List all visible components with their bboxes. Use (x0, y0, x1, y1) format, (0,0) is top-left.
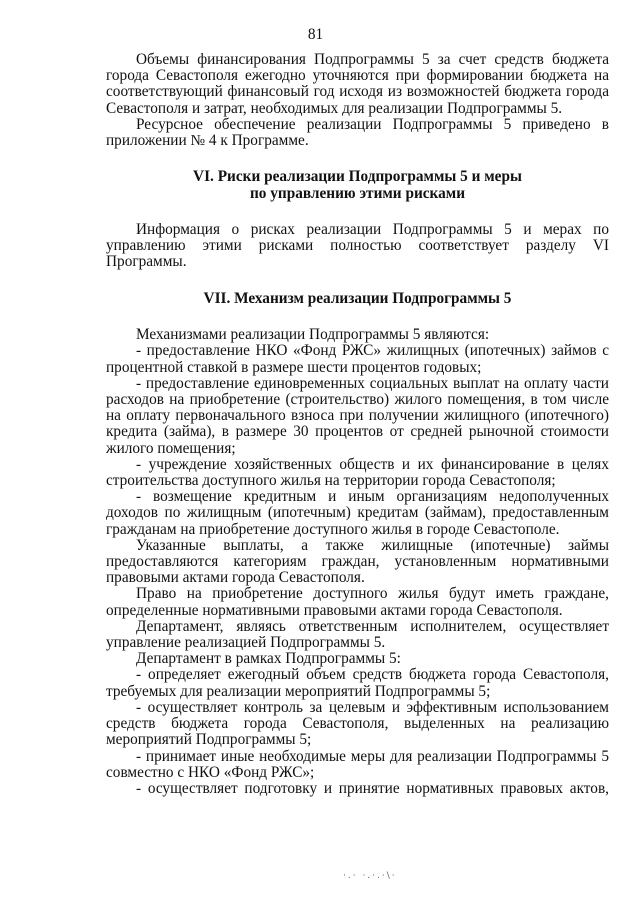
paragraph-financing-volumes: Объемы финансирования Подпрограммы 5 за счет средств бюджета города Севастополя ежегодно уточняются при формировании бюджета на соответствующий финансовый год исходя из возможностей бюджета города Севастополя и затрат, необходимых для реализации Подпрограммы 5. (106, 51, 609, 117)
list-item-annual-budget: - определяет ежегодный объем средств бюджета города Севастополя, требуемых для реализации мероприятий Подпрограммы 5; (106, 666, 609, 700)
list-item-loans: - предоставление НКО «Фонд РЖС» жилищных (ипотечных) займов с процентной ставкой в размере шести процентов годовых; (106, 342, 609, 376)
paragraph-department-role: Департамент, являясь ответственным исполнителем, осуществляет управление реализацией Подпрограммы 5. (106, 617, 609, 652)
section-6-heading (106, 169, 609, 203)
paragraph-risks-info: Информация о рисках реализации Подпрограммы 5 и мерах по управлению этими рисками полностью соответствует разделу VI Программы. (106, 220, 609, 271)
paragraph-payments-categories: Указанные выплаты, а также жилищные (ипотечные) займы предоставляются категориям граждан, установленным нормативными правовыми актами города Севастополя. (106, 536, 609, 587)
section-7-heading (106, 291, 609, 308)
document-body (106, 52, 609, 797)
list-item-social-payments: - предоставление единовременных социальных выплат на оплату части расходов на приобретение (строительство) жилого помещения, в том числе на оплату первоначального взноса при получении жилищного (ипотечного) кредита (займа), в размере 30 процентов от средней рыночной стоимости жилого помещения; (106, 374, 609, 457)
section-7-heading-line: VII. Механизм реализации Подпрограммы 5 (203, 290, 512, 308)
section-6-heading-line-1: VI. Риски реализации Подпрограммы 5 и меры (193, 168, 522, 186)
scan-artifact: ·.· ·.·.·\· (343, 871, 397, 881)
paragraph-mechanisms-intro: Механизмами реализации Подпрограммы 5 являются: (136, 326, 490, 344)
paragraph-resource-provision: Ресурсное обеспечение реализации Подпрограммы 5 приведено в приложении № 4 к Программе. (106, 115, 609, 150)
paragraph-right-to-purchase: Право на приобретение доступного жилья будут иметь граждане, определенные нормативными правовыми актами города Севастополя. (106, 585, 609, 619)
list-item-legal-acts: - осуществляет подготовку и принятие нормативных правовых актов, (136, 779, 609, 797)
paragraph-department-duties-intro: Департамент в рамках Подпрограммы 5: (136, 650, 401, 668)
section-6-heading-line-2: по управлению этими рисками (249, 185, 466, 203)
page-number: 81 (307, 26, 324, 43)
list-item-other-measures: - принимает иные необходимые меры для реализации Подпрограммы 5 совместно с НКО «Фонд РЖС»; (106, 747, 609, 781)
list-item-business-companies: - учреждение хозяйственных обществ и их финансирование в целях строительства доступного жилья на территории города Севастополя; (106, 455, 609, 490)
list-item-income-compensation: - возмещение кредитным и иным организациям недополученных доходов по жилищным (ипотечным) кредитам (займам), предоставленным гражданам на приобретение доступного жилья в городе Севастополе. (106, 488, 609, 538)
list-item-control: - осуществляет контроль за целевым и эффективным использованием средств бюджета города Севастополя, выделенных на реализацию мероприятий Подпрограммы 5; (106, 698, 609, 749)
